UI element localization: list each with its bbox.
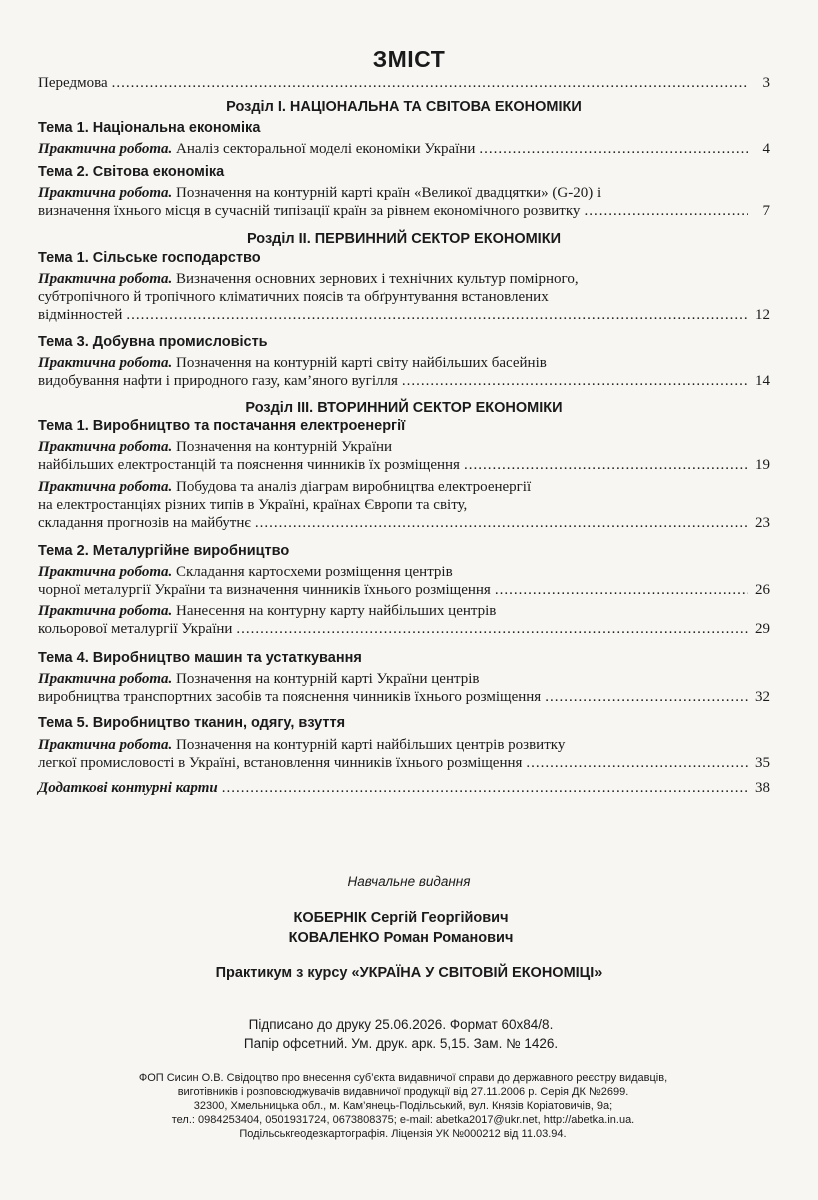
author-name: КОБЕРНІК Сергій Георгійович [293, 910, 509, 926]
page-number: 14 [755, 373, 770, 389]
publisher-info: тел.: 0984253404, 0501931724, 0673808375; e-mail: abetka2017@ukr.net, http://abetka.in.ua. [171, 1114, 635, 1126]
toc-entry-preface[interactable]: Передмова ..... 3 [38, 74, 770, 92]
toc-entry[interactable]: Практична робота. Складання картосхеми розміщення центрів чорної металургії України та визначення чинників їхнього розміщення ..... 26 [38, 563, 770, 599]
print-info: Папір офсетний. Ум. друк. арк. 5,15. Зам. № 1426. [243, 1036, 559, 1051]
topic-heading: Тема 1. Виробництво та постачання електроенергії [38, 418, 406, 434]
publisher-info: 32300, Хмельницька обл., м. Кам’янець-Подільський, вул. Князів Коріатовичів, 9а; [193, 1100, 613, 1112]
toc-entry[interactable]: Практична робота. Позначення на контурній України найбільших електростанцій та пояснення чинників їх розміщення ..... 19 [38, 438, 770, 474]
toc-entry-extra-maps[interactable]: Додаткові контурні карти ..... 38 [38, 779, 770, 797]
author-name: КОВАЛЕНКО Роман Романович [288, 930, 514, 946]
page-number: 12 [755, 307, 770, 323]
page-number: 3 [762, 75, 770, 91]
page-number: 32 [755, 689, 770, 705]
toc-entry[interactable]: Практична робота. Позначення на контурній карті України центрів виробництва транспортних засобів та пояснення чинників їхнього розміщення ..... 32 [38, 670, 770, 706]
topic-heading: Тема 4. Виробництво машин та устаткування [38, 650, 362, 666]
page-number: 38 [755, 780, 770, 796]
page-number: 4 [762, 141, 770, 157]
publisher-info: ФОП Сисин О.В. Свідоцтво про внесення суб’єкта видавничої справи до державного реєстру видавців, [138, 1072, 668, 1084]
toc-entry[interactable]: Практична робота. Визначення основних зернових і технічних культур помірного, субтропічного й тропічного кліматичних поясів та обґрунтування встановлених відмінностей ..... 12 [38, 270, 770, 324]
section-heading: Розділ ІІІ. ВТОРИННИЙ СЕКТОР ЕКОНОМІКИ [245, 400, 563, 416]
page-number: 7 [762, 203, 770, 219]
publisher-info: Подільськгеодезкартографія. Ліцензія УК №000212 від 11.03.94. [239, 1128, 567, 1140]
toc-entry[interactable]: Практична робота. Позначення на контурній карті світу найбільших басейнів видобування нафти і природного газу, кам’яного вугілля ..... 14 [38, 354, 770, 390]
toc-entry[interactable]: Практична робота. Нанесення на контурну карту найбільших центрів кольорової металургії України ..... 29 [38, 602, 770, 638]
page-number: 19 [755, 457, 770, 473]
topic-heading: Тема 3. Добувна промисловість [38, 334, 268, 350]
toc-entry[interactable]: Практична робота. Позначення на контурній карті країн «Великої двадцятки» (G-20) і визначення їхнього місця в сучасній типізації країн за рівнем економічного розвитку ..... 7 [38, 184, 770, 220]
publisher-info: виготівників і розповсюджувачів видавничої продукції від 27.11.2006 р. Серія ДК №2699. [177, 1086, 629, 1098]
topic-heading: Тема 1. Сільське господарство [38, 250, 261, 266]
section-heading: Розділ І. НАЦІОНАЛЬНА ТА СВІТОВА ЕКОНОМІКИ [226, 99, 582, 115]
topic-heading: Тема 5. Виробництво тканин, одягу, взуття [38, 715, 346, 731]
toc-entry[interactable]: Практична робота. Позначення на контурній карті найбільших центрів розвитку легкої промисловості в Україні, встановлення чинників їхнього розміщення ..... 35 [38, 736, 770, 772]
toc-entry[interactable]: Практична робота. Аналіз секторальної моделі економіки України ..... 4 [38, 140, 770, 158]
page-title: ЗМІСТ [372, 46, 446, 72]
page-number: 35 [755, 755, 770, 771]
book-title: Практикум з курсу «УКРАЇНА У СВІТОВІЙ ЕКОНОМІЦІ» [215, 965, 603, 981]
section-heading: Розділ ІІ. ПЕРВИННИЙ СЕКТОР ЕКОНОМІКИ [246, 231, 561, 247]
print-info: Підписано до друку 25.06.2026. Формат 60х84/8. [248, 1017, 554, 1032]
topic-heading: Тема 2. Світова економіка [38, 164, 225, 180]
page-number: 26 [755, 582, 770, 598]
topic-heading: Тема 2. Металургійне виробництво [38, 543, 290, 559]
page-number: 23 [755, 515, 770, 531]
page-number: 29 [755, 621, 770, 637]
edition-label: Навчальне видання [347, 874, 471, 889]
topic-heading: Тема 1. Національна економіка [38, 120, 261, 136]
toc-entry[interactable]: Практична робота. Побудова та аналіз діаграм виробництва електроенергії на електростанціях різних типів в Україні, країнах Європи та світу, складання прогнозів на майбутнє ..... 23 [38, 478, 770, 532]
